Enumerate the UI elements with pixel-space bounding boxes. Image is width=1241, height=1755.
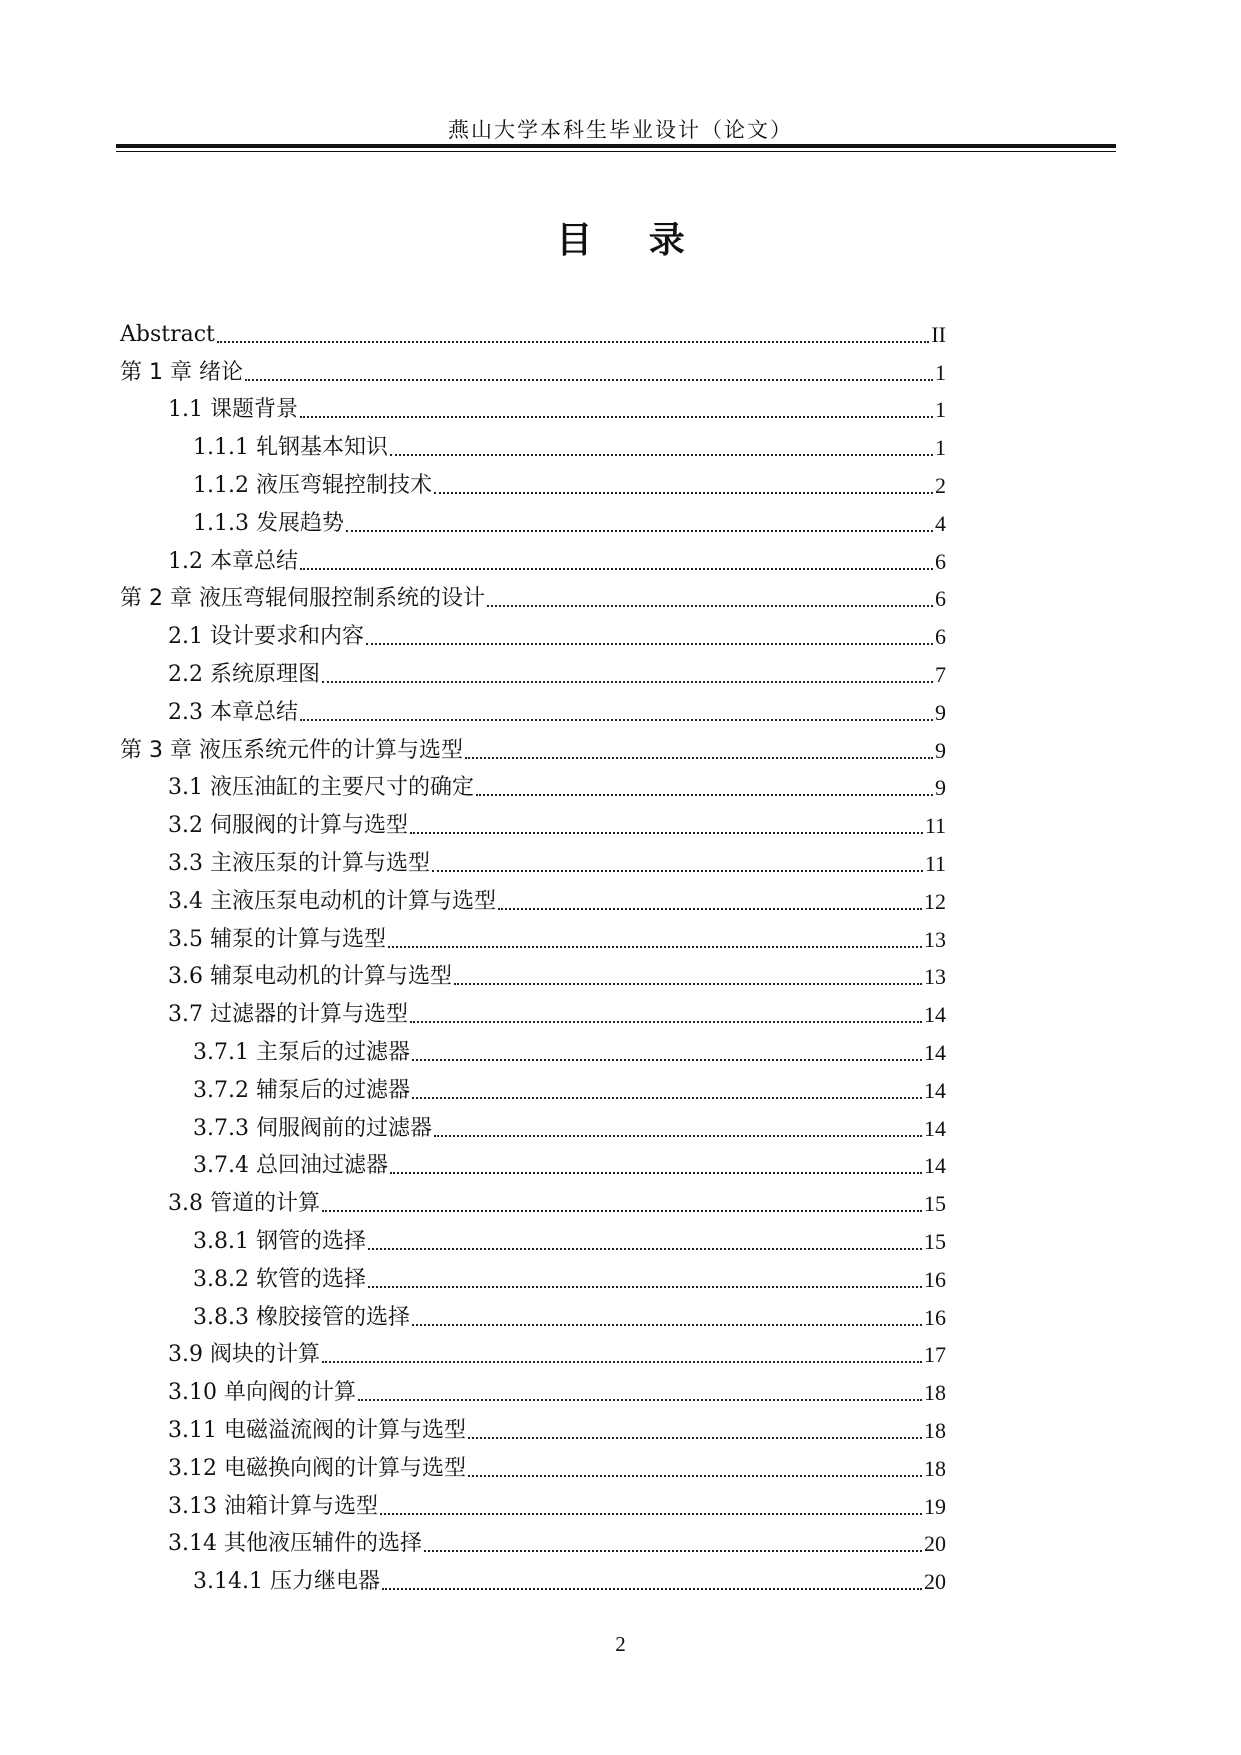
toc-leader-dots (454, 983, 922, 985)
toc-leader-dots (322, 681, 933, 683)
toc-leader-dots (434, 492, 933, 494)
toc-entry[interactable] (120, 921, 946, 959)
toc-entry-page: 9 (935, 699, 946, 725)
toc-leader-dots (424, 1550, 922, 1552)
toc-entry-label: 2.2 系统原理图 (168, 662, 320, 688)
toc-entry[interactable] (120, 1563, 946, 1601)
toc-entry-page: 18 (924, 1380, 946, 1406)
toc-entry-page: 14 (924, 1002, 946, 1028)
toc-entry-page: 13 (924, 926, 946, 952)
toc-leader-dots (368, 1248, 922, 1250)
toc-leader-dots (322, 1361, 922, 1363)
toc-leader-dots (358, 1399, 922, 1401)
toc-entry-label: 3.7.3 伺服阀前的过滤器 (193, 1115, 432, 1141)
toc-leader-dots (412, 1324, 922, 1326)
toc-entry-page: 14 (924, 1153, 946, 1179)
toc-entry[interactable] (120, 1450, 946, 1488)
toc-entry[interactable] (120, 770, 946, 808)
toc-entry[interactable] (120, 1223, 946, 1261)
toc-entry-page: 20 (924, 1569, 946, 1595)
toc-entry-page: 18 (924, 1418, 946, 1443)
toc-entry-page: 2 (935, 473, 946, 499)
toc-entry[interactable] (120, 996, 946, 1034)
toc-entry-page: 1 (935, 359, 946, 385)
toc-entry-label: 3.14 其他液压辅件的选择 (168, 1531, 422, 1557)
toc-entry-page: 11 (924, 851, 946, 877)
toc-leader-dots (468, 1475, 922, 1477)
toc-leader-dots (245, 379, 933, 381)
toc-entry[interactable] (120, 1072, 946, 1110)
toc-leader-dots (322, 1210, 922, 1212)
toc-entry-page: 13 (924, 964, 946, 990)
toc-entry-page: 11 (924, 813, 946, 839)
toc-entry[interactable] (120, 543, 946, 581)
toc-entry-label: 1.1 课题背景 (168, 397, 298, 423)
toc-entry[interactable] (120, 1110, 946, 1148)
toc-entry-page: 16 (924, 1304, 946, 1330)
toc-entry[interactable] (120, 807, 946, 845)
toc-entry[interactable] (120, 1374, 946, 1412)
toc-entry-label: 3.7 过滤器的计算与选型 (168, 1002, 408, 1028)
toc-entry-label: 3.12 电磁换向阀的计算与选型 (168, 1455, 466, 1481)
toc-entry-page: 16 (924, 1266, 946, 1292)
toc-entry[interactable] (120, 1299, 946, 1337)
toc-entry[interactable] (120, 959, 946, 997)
toc-entry-label: 3.3 主液压泵的计算与选型 (168, 851, 430, 877)
toc-entry-page: 6 (935, 624, 946, 650)
toc-entry-label: 1.1.1 轧钢基本知识 (193, 435, 388, 461)
toc-entry[interactable] (120, 505, 946, 543)
toc-entry-label: 1.1.3 发展趋势 (193, 510, 344, 536)
toc-entry[interactable] (120, 1148, 946, 1186)
toc-leader-dots (388, 946, 922, 948)
toc-entry-label: 3.7.2 辅泵后的过滤器 (193, 1077, 410, 1103)
toc-entry-label: 3.7.1 主泵后的过滤器 (193, 1040, 410, 1066)
toc-entry-page: 14 (924, 1115, 946, 1141)
toc-entry-label: 3.4 主液压泵电动机的计算与选型 (168, 888, 496, 914)
toc-entry-page: 6 (935, 548, 946, 574)
toc-entry-page: 7 (935, 662, 946, 688)
toc-entry-label: 3.9 阀块的计算 (168, 1342, 320, 1368)
toc-leader-dots (300, 719, 933, 721)
toc-entry-page: II (931, 321, 946, 347)
toc-entry[interactable] (120, 1412, 946, 1450)
toc-entry-label: 1.2 本章总结 (168, 548, 298, 574)
running-header: 燕山大学本科生毕业设计（论文） (448, 118, 793, 142)
toc-entry[interactable] (120, 732, 946, 770)
toc-entry[interactable] (120, 656, 946, 694)
toc-leader-dots (487, 605, 933, 607)
toc-entry-page: 12 (924, 888, 946, 914)
toc-entry-label: 3.2 伺服阀的计算与选型 (168, 813, 408, 839)
toc-entry[interactable] (120, 429, 946, 467)
toc-entry-page: 17 (924, 1342, 946, 1368)
toc-entry-label: 3.8.2 软管的选择 (193, 1266, 366, 1292)
toc-entry-page: 9 (935, 775, 946, 801)
toc-leader-dots (346, 530, 933, 532)
toc-entry-page: 6 (935, 586, 946, 612)
toc-title: 目 录 (556, 220, 707, 261)
toc-leader-dots (468, 1437, 922, 1439)
toc-leader-dots (476, 794, 933, 796)
toc-entry-label: 3.14.1 压力继电器 (193, 1569, 380, 1595)
toc-entry[interactable] (120, 1488, 946, 1526)
toc-leader-dots (380, 1513, 922, 1515)
toc-leader-dots (434, 1135, 922, 1137)
toc-entry-label: 2.1 设计要求和内容 (168, 624, 364, 650)
toc-leader-dots (366, 643, 933, 645)
toc-entry[interactable] (120, 354, 946, 392)
toc-entry-label: 3.13 油箱计算与选型 (168, 1493, 378, 1519)
toc-entry-label: 3.5 辅泵的计算与选型 (168, 926, 386, 952)
toc-entry[interactable] (120, 618, 946, 656)
toc-entry-page: 18 (924, 1455, 946, 1481)
toc-leader-dots (498, 908, 922, 910)
toc-leader-dots (382, 1588, 922, 1590)
toc-entry[interactable] (120, 1337, 946, 1375)
toc-leader-dots (410, 1021, 922, 1023)
toc-leader-dots (300, 568, 933, 570)
toc-entry-label: 3.1 液压油缸的主要尺寸的确定 (168, 775, 474, 801)
toc-entry-page: 14 (924, 1077, 946, 1103)
toc-entry[interactable] (120, 392, 946, 430)
toc-entry-label: 3.10 单向阀的计算 (168, 1380, 356, 1406)
toc-leader-dots (390, 454, 933, 456)
toc-leader-dots (432, 870, 923, 872)
header-rule-thick (116, 144, 1116, 148)
toc-leader-dots (412, 1097, 922, 1099)
toc-leader-dots (368, 1286, 922, 1288)
toc-entry[interactable] (120, 581, 946, 619)
toc-entry-label: 3.7.4 总回油过滤器 (193, 1153, 388, 1179)
toc-entry-page: 1 (935, 435, 946, 461)
toc-entry-page: 19 (924, 1493, 946, 1519)
toc-leader-dots (412, 1059, 922, 1061)
toc-leader-dots (217, 341, 929, 343)
page-number: 2 (615, 1632, 626, 1656)
toc-leader-dots (300, 416, 933, 418)
toc-entry-label: 第 3 章 液压系统元件的计算与选型 (120, 737, 463, 763)
toc-entry-page: 9 (935, 737, 946, 763)
toc-entry-label: 1.1.2 液压弯辊控制技术 (193, 473, 432, 499)
toc-entry-page: 1 (935, 397, 946, 423)
toc-leader-dots (410, 832, 923, 834)
toc-entry-page: 20 (924, 1531, 946, 1557)
toc-entry-label: 第 1 章 绪论 (120, 359, 243, 385)
toc-entry-page: 15 (924, 1229, 946, 1255)
toc-entry-label: 3.11 电磁溢流阀的计算与选型 (168, 1418, 466, 1443)
toc-entry[interactable] (120, 1261, 946, 1299)
table-of-contents (120, 316, 946, 1601)
toc-entry-label: Abstract (120, 321, 215, 347)
toc-entry[interactable] (120, 694, 946, 732)
toc-leader-dots (465, 757, 933, 759)
toc-entry[interactable] (120, 467, 946, 505)
toc-entry[interactable] (120, 883, 946, 921)
toc-leader-dots (390, 1172, 922, 1174)
toc-entry[interactable] (120, 1185, 946, 1223)
toc-entry-label: 2.3 本章总结 (168, 699, 298, 725)
toc-entry-page: 4 (935, 510, 946, 536)
toc-entry[interactable] (120, 316, 946, 354)
toc-entry-label: 第 2 章 液压弯辊伺服控制系统的设计 (120, 586, 485, 612)
toc-entry-label: 3.8.3 橡胶接管的选择 (193, 1304, 410, 1330)
toc-entry-label: 3.8.1 钢管的选择 (193, 1229, 366, 1255)
toc-entry[interactable] (120, 1526, 946, 1564)
toc-entry-label: 3.6 辅泵电动机的计算与选型 (168, 964, 452, 990)
header-rule-thin (116, 151, 1116, 152)
toc-entry[interactable] (120, 1034, 946, 1072)
toc-entry-page: 14 (924, 1040, 946, 1066)
toc-entry-label: 3.8 管道的计算 (168, 1191, 320, 1217)
toc-entry[interactable] (120, 845, 946, 883)
toc-entry-page: 15 (924, 1191, 946, 1217)
